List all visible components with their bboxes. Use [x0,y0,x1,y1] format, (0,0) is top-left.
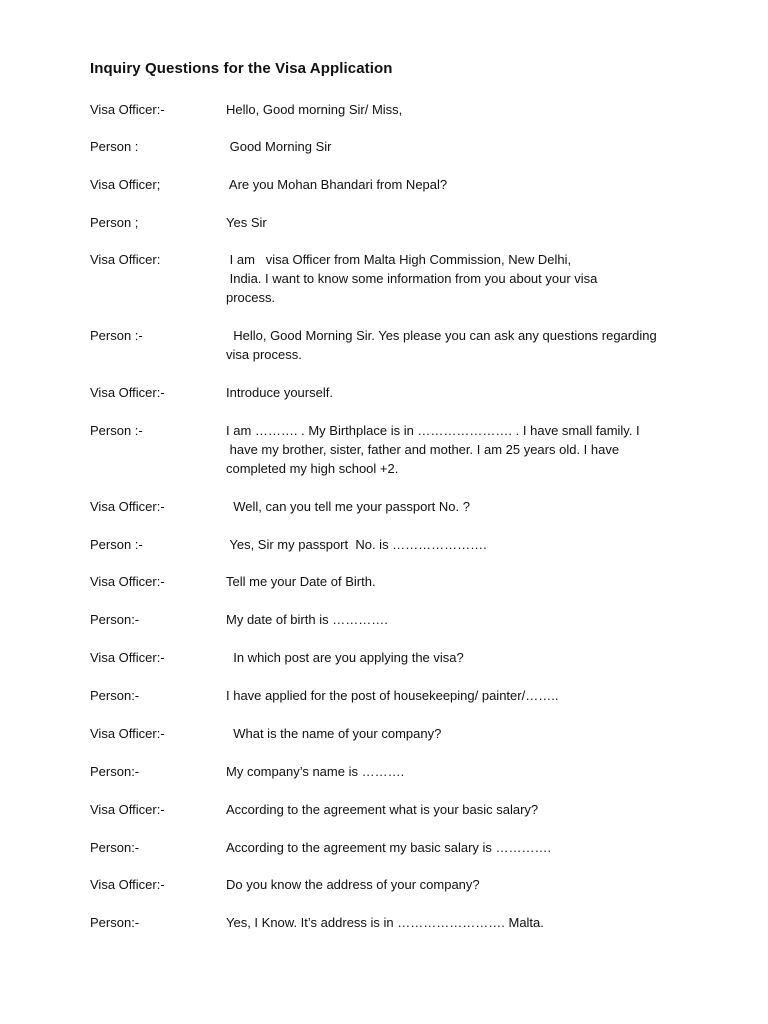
dialogue-line: My date of birth is …………. [226,612,388,627]
dialogue-line: Good Morning Sir [226,139,332,154]
document-title: Inquiry Questions for the Visa Application [90,60,393,77]
dialogue-row [0,800,768,819]
dialogue-row [0,535,768,554]
dialogue-line: What is the name of your company? [226,726,442,741]
speaker-label: Person:- [90,612,140,627]
speaker-label: Person:- [90,688,140,703]
dialogue-line: Yes Sir [226,215,267,230]
dialogue-line: Hello, Good morning Sir/ Miss, [226,102,403,117]
dialogue-row [0,250,768,307]
dialogue-row [0,913,768,932]
dialogue-line: Are you Mohan Bhandari from Nepal? [226,177,448,192]
dialogue-line: According to the agreement my basic salary is …………. [226,840,552,855]
dialogue-line: Hello, Good Morning Sir. Yes please you can ask any questions regarding [226,328,657,343]
dialogue-line: Introduce yourself. [226,385,333,400]
dialogue-row [0,572,768,591]
speaker-label: Visa Officer: [90,252,161,267]
dialogue-line: Yes, Sir my passport No. is …………………. [226,537,487,552]
speaker-label: Person:- [90,840,140,855]
dialogue-row [0,100,768,119]
speaker-label: Visa Officer:- [90,574,165,589]
speaker-label: Person : [90,139,139,154]
dialogue-row [0,213,768,232]
dialogue-row [0,175,768,194]
speaker-label: Visa Officer:- [90,102,165,117]
dialogue-row [0,686,768,705]
dialogue-line: Tell me your Date of Birth. [226,574,376,589]
speaker-label: Person :- [90,328,143,343]
speaker-label: Person :- [90,537,143,552]
speaker-label: Person:- [90,915,140,930]
dialogue-line: In which post are you applying the visa? [226,650,464,665]
dialogue-line: India. I want to know some information from you about your visa [226,271,598,286]
dialogue-line: process. [226,290,276,305]
dialogue-line: My company’s name is ………. [226,764,405,779]
dialogue-row [0,421,768,478]
dialogue-line: I am ………. . My Birthplace is in …………………. . I have small family. I [226,423,640,438]
speaker-label: Person :- [90,423,143,438]
dialogue-line: I am visa Officer from Malta High Commission, New Delhi, [226,252,572,267]
speaker-label: Visa Officer:- [90,499,165,514]
dialogue-line: have my brother, sister, father and mother. I am 25 years old. I have [226,442,620,457]
dialogue-row [0,383,768,402]
speaker-label: Visa Officer; [90,177,161,192]
speaker-label: Person:- [90,764,140,779]
dialogue-line: completed my high school +2. [226,461,399,476]
dialogue-row [0,610,768,629]
dialogue-row [0,497,768,516]
dialogue-row [0,648,768,667]
dialogue-line: I have applied for the post of housekeeping/ painter/…….. [226,688,559,703]
dialogue-row [0,838,768,857]
speaker-label: Visa Officer:- [90,650,165,665]
dialogue-line: Do you know the address of your company? [226,877,480,892]
dialogue-row [0,326,768,364]
speaker-label: Visa Officer:- [90,802,165,817]
dialogue-line: visa process. [226,347,302,362]
speaker-label: Visa Officer:- [90,385,165,400]
dialogue-row [0,875,768,894]
speaker-label: Visa Officer:- [90,726,165,741]
dialogue-line: According to the agreement what is your basic salary? [226,802,539,817]
dialogue-row [0,724,768,743]
speaker-label: Visa Officer:- [90,877,165,892]
dialogue-row [0,137,768,156]
dialogue-line: Yes, I Know. It’s address is in ……………………. Malta. [226,915,544,930]
dialogue-row [0,762,768,781]
dialogue-line: Well, can you tell me your passport No. ? [226,499,470,514]
speaker-label: Person ; [90,215,139,230]
